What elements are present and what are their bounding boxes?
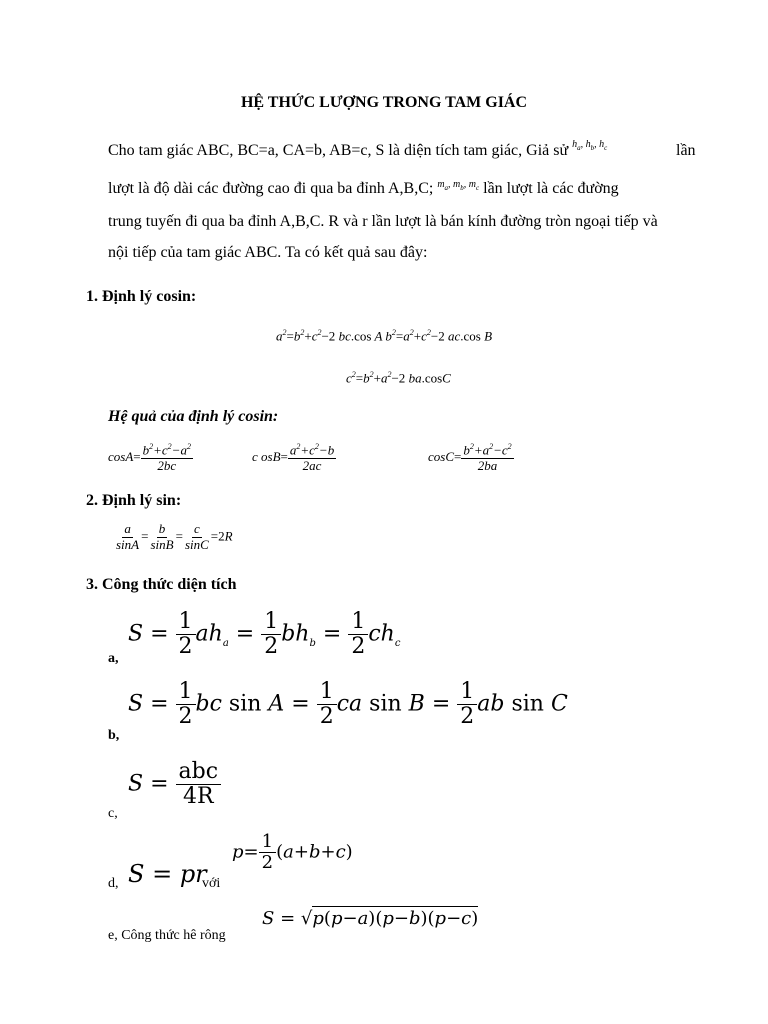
area-formula-b: S = $\frac{1}{2}$ bc sin A = $\frac{1}{2}$ ca sin B = $\frac{1}{2}$ ab sin C [128,679,568,730]
label-b: b, [108,728,120,743]
label-d: d, [108,876,119,891]
intro-line-1 [108,139,608,160]
section-3-heading: 3. Công thức diện tích [86,576,237,593]
intro-line-4: nội tiếp của tam giác ABC. Ta có kết quả sau đây: [108,244,428,261]
cos-a-formula: cosA= $\frac{b^2+c^2-a^2}{2bc}$ [108,442,191,474]
semi-perimeter-formula: p= $\frac{1}{2}$ (a+b+c) [232,831,353,873]
cos-b-formula: c osB= $\frac{a^2+c^2-b}{2ac}$ [252,442,335,474]
label-with: với [202,876,221,891]
cosine-law-a-b: $a^2=b^2+c^2-2$ bc.cos A $b^2=a^2+c^2-2$ ac.cos B [276,328,493,344]
cosine-law-c: $c^2=b^2+a^2-2$ ba.cosC [346,370,451,386]
area-formula-c: S = $\frac{\text{abc}}{4R}$ [128,760,221,809]
intro-line-2 [108,180,619,198]
cosine-corollary-heading: Hệ quả của định lý cosin: [108,408,279,425]
heron-formula: S = √p(p−a)(p−b)(p−c) [262,908,479,929]
page-title: HỆ THỨC LƯỢNG TRONG TAM GIÁC [240,94,528,111]
intro-line-2-text: lượt là độ dài các đường cao đi qua ba đỉnh A,B,C; [108,180,434,197]
label-e: e, Công thức hê rông [108,928,226,943]
label-a: a, [108,651,119,666]
area-formula-a: S = $\frac{1}{2}$ $ah_a$ = $\frac{1}{2}$ $bh_b$ = $\frac{1}{2}$ $ch_c$ [128,609,401,660]
section-1-heading: 1. Định lý cosin: [86,288,197,305]
intro-line-1-end: lần [676,142,696,159]
medians-symbols: ma, mb, mc [437,179,480,192]
intro-line-2-end: lần lượt là các đường [483,180,619,197]
heights-symbols: ha, hb, hc [572,139,608,152]
label-c: c, [108,806,118,821]
sine-law-formula: $\frac{a}{\sin A}$ = $\frac{b}{\sin B}$ = $\frac{c}{\sin C}$ =2R [116,521,233,552]
intro-line-3: trung tuyến đi qua ba đỉnh A,B,C. R và r lần lượt là bán kính đường tròn ngoại tiếp và [108,213,658,230]
intro-line-1-text: Cho tam giác ABC, BC=a, CA=b, AB=c, S là diện tích tam giác, Giả sử [108,142,569,159]
cos-c-formula: cosC= $\frac{b^2+a^2-c^2}{2ba}$ [428,442,512,474]
area-formula-d: S = pr [128,860,207,888]
section-2-heading: 2. Định lý sin: [86,492,182,509]
